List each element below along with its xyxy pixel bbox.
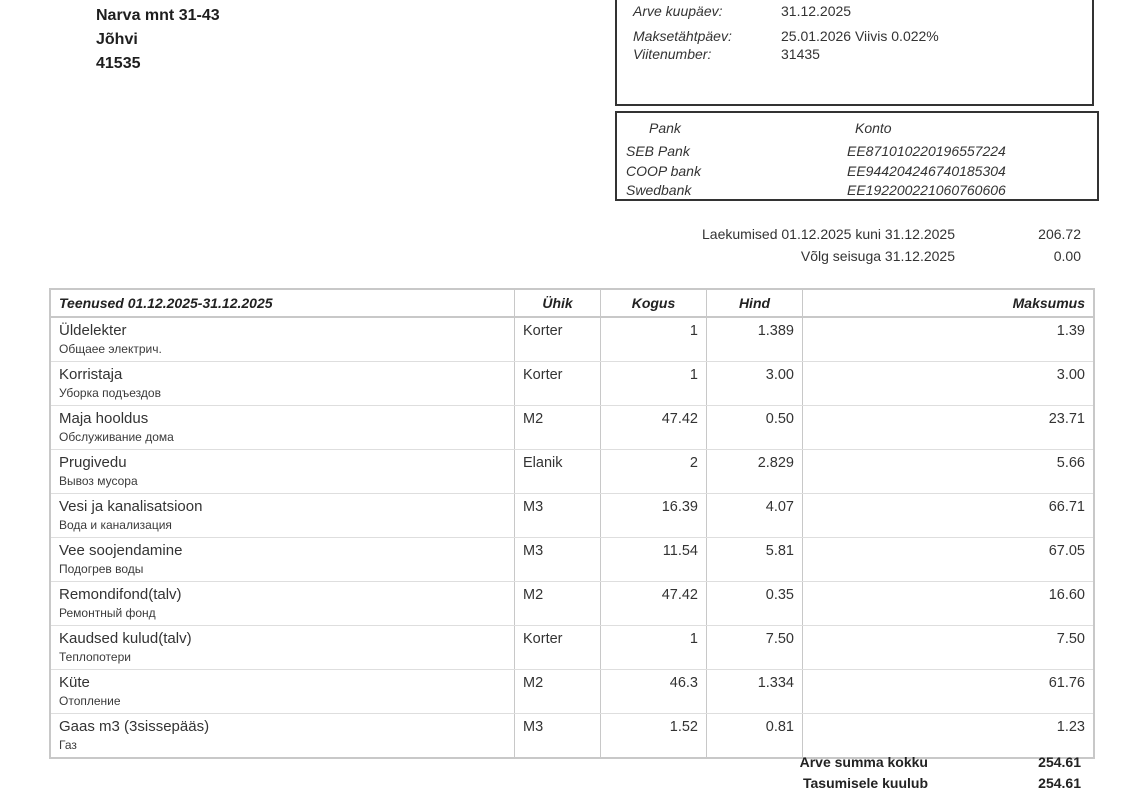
service-name: Remondifond(talv) (59, 586, 182, 603)
quantity-cell: 1 (689, 631, 698, 647)
invoice-date-row (633, 3, 851, 19)
quantity-cell: 47.42 (661, 411, 698, 427)
header-unit: Ühik (515, 289, 601, 317)
reference-row (633, 46, 820, 62)
invoice-total-row (0, 754, 1147, 772)
service-cell (50, 450, 515, 494)
quantity-cell: 46.3 (669, 675, 698, 691)
amount-due-row (0, 775, 1147, 793)
quantity-cell: 2 (689, 455, 698, 471)
unit-cell: M3 (523, 719, 544, 735)
due-date-value: 25.01.2026 Viivis 0.022% (781, 28, 939, 44)
amount-due-value: 254.61 (1038, 775, 1081, 791)
due-date-row (633, 28, 939, 44)
total-cell: 61.76 (1048, 675, 1085, 691)
price-cell: 3.00 (765, 367, 794, 383)
total-cell: 67.05 (1048, 543, 1085, 559)
bank-account: EE944204246740185304 (847, 163, 1006, 179)
bank-row (626, 162, 1006, 180)
service-name-ru: Обслуживание дома (59, 430, 174, 444)
bank-accounts-box (615, 111, 1099, 201)
bank-name: COOP bank (626, 163, 701, 179)
bank-account: EE871010220196557224 (847, 143, 1006, 159)
address-street: Narva mnt 31-43 (96, 7, 220, 24)
reference-value: 31435 (781, 46, 820, 62)
bank-row (626, 142, 1006, 160)
service-name-ru: Отопление (59, 694, 121, 708)
service-name-ru: Ремонтный фонд (59, 606, 156, 620)
debt-value: 0.00 (1053, 248, 1081, 264)
table-row (50, 626, 1094, 670)
total-cell: 66.71 (1048, 499, 1085, 515)
total-cell: 23.71 (1048, 411, 1085, 427)
debt-row (0, 248, 1147, 266)
invoice-total-label: Arve summa kokku (799, 754, 928, 770)
total-cell: 3.00 (1056, 367, 1085, 383)
receipts-row (0, 226, 1147, 244)
table-row (50, 406, 1094, 450)
bank-name: Swedbank (626, 182, 692, 198)
service-cell (50, 670, 515, 714)
table-row (50, 450, 1094, 494)
quantity-cell: 16.39 (661, 499, 698, 515)
address-postcode: 41535 (96, 55, 141, 72)
debt-label: Võlg seisuga 31.12.2025 (800, 248, 955, 264)
price-cell: 0.50 (765, 411, 794, 427)
bank-name: SEB Pank (626, 143, 690, 159)
price-cell: 7.50 (765, 631, 794, 647)
unit-cell: Korter (523, 367, 563, 383)
quantity-cell: 11.54 (662, 543, 698, 559)
service-name: Prugivedu (59, 454, 127, 471)
price-cell: 4.07 (765, 499, 794, 515)
service-name: Küte (59, 674, 90, 691)
address-city: Jõhvi (96, 31, 138, 48)
service-name-ru: Теплопотери (59, 650, 131, 664)
quantity-cell: 47.42 (661, 587, 698, 603)
quantity-cell: 1 (689, 323, 698, 339)
total-cell: 1.23 (1056, 719, 1085, 735)
service-cell (50, 494, 515, 538)
amount-due-label: Tasumisele kuulub (803, 775, 928, 791)
invoice-date-value: 31.12.2025 (781, 3, 852, 19)
invoice-date-label: Arve kuupäev: (633, 3, 723, 19)
table-row (50, 362, 1094, 406)
invoice-total-value: 254.61 (1038, 754, 1081, 770)
reference-label: Viitenumber: (633, 46, 712, 62)
total-cell: 16.60 (1048, 587, 1085, 603)
unit-cell: M3 (523, 543, 544, 559)
bank-row (626, 181, 1006, 199)
price-cell: 0.81 (765, 719, 794, 735)
price-cell: 1.334 (757, 675, 794, 691)
table-row (50, 714, 1094, 759)
service-name-ru: Вывоз мусора (59, 474, 138, 488)
table-row (50, 670, 1094, 714)
unit-cell: M3 (523, 499, 544, 515)
service-name-ru: Подогрев воды (59, 562, 144, 576)
receipts-label: Laekumised 01.12.2025 kuni 31.12.2025 (702, 226, 955, 242)
service-name: Vesi ja kanalisatsioon (59, 498, 203, 515)
service-cell (50, 582, 515, 626)
price-cell: 0.35 (765, 587, 794, 603)
bank-account: EE192200221060760606 (847, 182, 1006, 198)
total-cell: 1.39 (1056, 323, 1085, 339)
header-total: Maksumus (803, 289, 1095, 317)
service-name-ru: Газ (59, 738, 77, 752)
account-header: Konto (855, 120, 892, 136)
bank-header: Pank (649, 120, 681, 136)
service-name-ru: Вода и канализация (59, 518, 172, 532)
service-cell (50, 406, 515, 450)
unit-cell: M2 (523, 675, 544, 691)
service-name: Maja hooldus (59, 410, 149, 427)
unit-cell: Elanik (523, 455, 563, 471)
due-date-label: Maksetähtpäev: (633, 28, 732, 44)
price-cell: 1.389 (757, 323, 794, 339)
service-name: Gaas m3 (3sissepääs) (59, 718, 210, 735)
table-row (50, 582, 1094, 626)
service-name-ru: Общаее электрич. (59, 342, 162, 356)
service-name: Üldelekter (59, 322, 127, 339)
unit-cell: Korter (523, 631, 563, 647)
table-row (50, 317, 1094, 362)
service-name: Kaudsed kulud(talv) (59, 630, 192, 647)
services-table (49, 288, 1095, 759)
table-header-row (50, 289, 1094, 317)
service-cell (50, 362, 515, 406)
unit-cell: M2 (523, 587, 544, 603)
header-quantity: Kogus (601, 289, 707, 317)
service-cell (50, 626, 515, 670)
service-cell (50, 317, 515, 362)
table-row (50, 538, 1094, 582)
price-cell: 5.81 (765, 543, 794, 559)
recipient-address (96, 4, 220, 76)
total-cell: 5.66 (1056, 455, 1085, 471)
unit-cell: Korter (523, 323, 563, 339)
receipts-value: 206.72 (1038, 226, 1081, 242)
header-price: Hind (707, 289, 803, 317)
service-name-ru: Уборка подъездов (59, 386, 161, 400)
service-cell (50, 538, 515, 582)
service-cell (50, 714, 515, 759)
service-name: Korristaja (59, 366, 123, 383)
quantity-cell: 1 (689, 367, 698, 383)
total-cell: 7.50 (1056, 631, 1085, 647)
invoice-info-box (615, 0, 1094, 106)
unit-cell: M2 (523, 411, 544, 427)
header-service: Teenused 01.12.2025-31.12.2025 (50, 289, 515, 317)
table-row (50, 494, 1094, 538)
quantity-cell: 1.52 (669, 719, 698, 735)
service-name: Vee soojendamine (59, 542, 183, 559)
price-cell: 2.829 (757, 455, 794, 471)
